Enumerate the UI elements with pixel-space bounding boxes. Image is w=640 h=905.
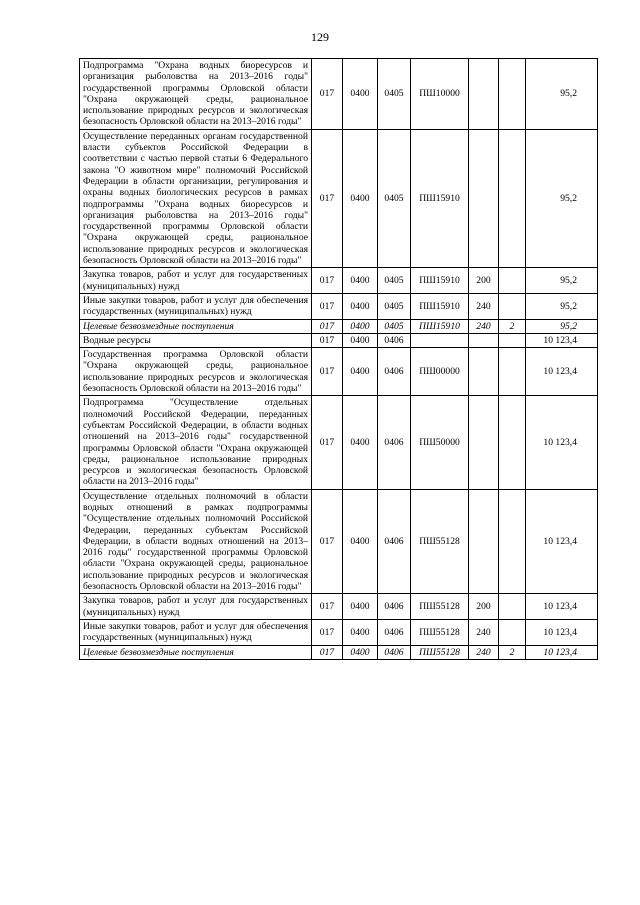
row-target-article: ПШ15910: [411, 268, 469, 294]
row-ved-code: 017: [312, 489, 343, 594]
row-ved-code: 017: [312, 293, 343, 319]
row-expense-type: [469, 59, 499, 130]
row-name: Целевые безвозмездные поступления: [80, 645, 312, 659]
row-subsection-code: 0406: [378, 333, 411, 347]
row-source: [499, 594, 526, 620]
table-row: [80, 333, 598, 347]
row-amount: 10 123,4: [526, 348, 598, 396]
row-name: Подпрограмма "Осуществление отдельных полномочий Российской Федерации, переданных субъектам Российской Федерации, в области водных отношений на 2013–2016 годы" государственной программы Орловской области "Охрана окружающей среды, рациональное использование природных ресурсов и экологическая безопасность Орловской области на 2013–2016 годы": [80, 396, 312, 489]
row-target-article: ПШ00000: [411, 348, 469, 396]
row-expense-type: 240: [469, 293, 499, 319]
row-source: [499, 396, 526, 489]
row-amount: 95,2: [526, 59, 598, 130]
row-ved-code: 017: [312, 333, 343, 347]
row-ved-code: 017: [312, 396, 343, 489]
row-subsection-code: 0406: [378, 619, 411, 645]
row-section-code: 0400: [343, 489, 378, 594]
row-expense-type: [469, 348, 499, 396]
row-target-article: [411, 333, 469, 347]
row-ved-code: 017: [312, 319, 343, 333]
row-section-code: 0400: [343, 268, 378, 294]
row-name: Осуществление отдельных полномочий в области водных отношений в рамках подпрограммы "Осуществление отдельных полномочий Российской Федерации, переданных субъектам Российской Федерации, в области водных отношений на 2013–2016 годы" государственной программы Орловской области "Охрана окружающей среды, рациональное использование природных ресурсов и экологическая безопасность Орловской области на 2013–2016 годы": [80, 489, 312, 594]
table-row: [80, 319, 598, 333]
table-row: [80, 348, 598, 396]
row-section-code: 0400: [343, 619, 378, 645]
row-subsection-code: 0405: [378, 59, 411, 130]
row-target-article: ПШ15910: [411, 293, 469, 319]
row-source: [499, 129, 526, 268]
row-ved-code: 017: [312, 129, 343, 268]
row-source: [499, 268, 526, 294]
page-number: 129: [311, 30, 329, 44]
row-amount: 95,2: [526, 268, 598, 294]
row-section-code: 0400: [343, 333, 378, 347]
row-amount: 10 123,4: [526, 645, 598, 659]
table-row: [80, 489, 598, 594]
row-expense-type: [469, 396, 499, 489]
row-target-article: ПШ10000: [411, 59, 469, 130]
row-name: Целевые безвозмездные поступления: [80, 319, 312, 333]
table-row: [80, 396, 598, 489]
row-name: Подпрограмма "Охрана водных биоресурсов и организация рыболовства на 2013–2016 годы" государственной программы Орловской области "Охрана окружающей среды, рациональное использование природных ресурсов и экологическая безопасность Орловской области на 2013–2016 годы": [80, 59, 312, 130]
row-expense-type: 240: [469, 619, 499, 645]
row-amount: 95,2: [526, 129, 598, 268]
row-source: 2: [499, 319, 526, 333]
row-target-article: ПШ55128: [411, 645, 469, 659]
row-section-code: 0400: [343, 645, 378, 659]
row-section-code: 0400: [343, 293, 378, 319]
row-name: Закупка товаров, работ и услуг для государственных (муниципальных) нужд: [80, 268, 312, 294]
row-expense-type: 200: [469, 268, 499, 294]
row-subsection-code: 0405: [378, 129, 411, 268]
row-name: Иные закупки товаров, работ и услуг для обеспечения государственных (муниципальных) нужд: [80, 619, 312, 645]
row-source: 2: [499, 645, 526, 659]
row-target-article: ПШ55128: [411, 594, 469, 620]
row-subsection-code: 0406: [378, 396, 411, 489]
row-source: [499, 489, 526, 594]
row-ved-code: 017: [312, 348, 343, 396]
row-expense-type: [469, 489, 499, 594]
row-section-code: 0400: [343, 59, 378, 130]
row-name: Государственная программа Орловской области "Охрана окружающей среды, рациональное использование природных ресурсов и экологическая безопасность Орловской области на 2013–2016 годы": [80, 348, 312, 396]
row-source: [499, 59, 526, 130]
row-section-code: 0400: [343, 348, 378, 396]
budget-table: [79, 58, 598, 660]
row-subsection-code: 0405: [378, 319, 411, 333]
row-ved-code: 017: [312, 268, 343, 294]
row-section-code: 0400: [343, 129, 378, 268]
table-row: [80, 645, 598, 659]
row-expense-type: 240: [469, 319, 499, 333]
row-section-code: 0400: [343, 594, 378, 620]
row-amount: 95,2: [526, 319, 598, 333]
row-subsection-code: 0406: [378, 594, 411, 620]
row-subsection-code: 0406: [378, 348, 411, 396]
row-name: Водные ресурсы: [80, 333, 312, 347]
row-expense-type: 240: [469, 645, 499, 659]
row-amount: 10 123,4: [526, 594, 598, 620]
row-expense-type: 200: [469, 594, 499, 620]
row-amount: 10 123,4: [526, 333, 598, 347]
row-amount: 10 123,4: [526, 489, 598, 594]
table-row: [80, 619, 598, 645]
row-target-article: ПШ55128: [411, 619, 469, 645]
row-subsection-code: 0406: [378, 489, 411, 594]
row-source: [499, 619, 526, 645]
row-target-article: ПШ50000: [411, 396, 469, 489]
row-ved-code: 017: [312, 594, 343, 620]
row-expense-type: [469, 129, 499, 268]
row-ved-code: 017: [312, 645, 343, 659]
table-row: [80, 129, 598, 268]
row-source: [499, 293, 526, 319]
row-section-code: 0400: [343, 396, 378, 489]
row-name: Осуществление переданных органам государственной власти субъектов Российской Федерации в соответствии с частью первой статьи 6 Федерального закона "О животном мире" полномочий Российской Федерации в области организации, регулирования и охраны водных биологических ресурсов в рамках подпрограммы "Охрана водных биоресурсов и организация рыболовства на 2013–2016 годы" государственной программы Орловской области "Охрана окружающей среды, рациональное использование природных ресурсов и экологическая безопасность Орловской области на 2013–2016 годы": [80, 129, 312, 268]
table-row: [80, 293, 598, 319]
row-target-article: ПШ55128: [411, 489, 469, 594]
row-ved-code: 017: [312, 619, 343, 645]
table-row: [80, 594, 598, 620]
row-subsection-code: 0405: [378, 293, 411, 319]
table-row: [80, 268, 598, 294]
row-source: [499, 348, 526, 396]
row-subsection-code: 0405: [378, 268, 411, 294]
row-name: Иные закупки товаров, работ и услуг для обеспечения государственных (муниципальных) нужд: [80, 293, 312, 319]
row-amount: 10 123,4: [526, 619, 598, 645]
row-target-article: ПШ15910: [411, 129, 469, 268]
row-name: Закупка товаров, работ и услуг для государственных (муниципальных) нужд: [80, 594, 312, 620]
row-subsection-code: 0406: [378, 645, 411, 659]
row-amount: 10 123,4: [526, 396, 598, 489]
table-row: [80, 59, 598, 130]
row-amount: 95,2: [526, 293, 598, 319]
row-target-article: ПШ15910: [411, 319, 469, 333]
row-ved-code: 017: [312, 59, 343, 130]
row-section-code: 0400: [343, 319, 378, 333]
row-source: [499, 333, 526, 347]
row-expense-type: [469, 333, 499, 347]
